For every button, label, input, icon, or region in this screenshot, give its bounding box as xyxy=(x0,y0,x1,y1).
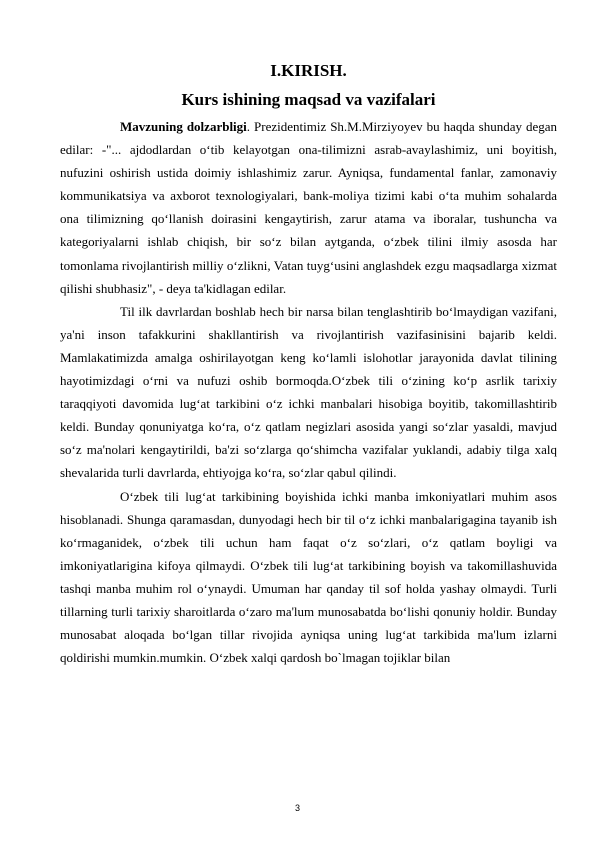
paragraph-relevance xyxy=(60,115,557,300)
paragraph-vocabulary-sources xyxy=(60,485,557,670)
document-subtitle: Kurs ishining maqsad va vazifalari xyxy=(181,90,436,109)
paragraph-lead: Mavzuning dolzarbligi xyxy=(120,119,247,134)
paragraph-text: . Prezidentimiz Sh.M.Mirziyoyev bu haqda shunday degan edilar: -"... ajdodlardan o‘tib kelayotgan ona-tilimizni asrab-avaylashimiz, uni boyitish, nufuzini oshirish ustida doimiy ishlashimiz zarur. Ayniqsa, fundamental fanlar, zamonaviy kommunikatsiya va axborot texnologiyalari, bank-moliya tizimi kabi o‘ta muhim sohalarda ona tilimizning qo‘llanish doirasini kengaytirish, zarur atama va iboralar, tushuncha va kategoriyalarni ishlab chiqish, bir so‘z bilan aytganda, o‘zbek tilini ilmiy asosda har tomonlama rivojlantirish milliy o‘zlikni, Vatan tuyg‘usini anglashdek ezgu maqsadlarga xizmat qilishi shubhasiz", - deya ta'kidlagan edilar. xyxy=(60,119,557,296)
document-title: I.KIRISH. xyxy=(270,61,347,80)
document-page xyxy=(60,58,557,669)
paragraph-language-function xyxy=(60,300,557,485)
paragraph-text: O‘zbek tili lug‘at tarkibining boyishida ichki manba imkoniyatlari muhim asos hisoblanadi. Shunga qaramasdan, dunyodagi hech bir til o‘z ichki manbalarigagina tayanib ish ko‘rmaganidek, o‘zbek tili uchun ham faqat o‘z so‘zlari, o‘z qatlam boyligi va imkoniyatlarigina kifoya qilmaydi. O‘zbek tili lug‘at tarkibining boyish va takomillashuvida tashqi manba muhim rol o‘ynaydi. Umuman har qanday til sof holda yashay olmaydi. Turli tillarning turli tarixiy sharoitlarda o‘zaro ma'lum munosabatda bo‘lishi qonuniy holdir. Bunday munosabat aloqada bo‘lgan tillar rivojida ayniqsa uning lug‘at tarkibida ma'lum izlarni qoldirishi mumkin.mumkin. O‘zbek xalqi qardosh bo`lmagan tojiklar bilan xyxy=(60,488,557,666)
paragraph-text: Til ilk davrlardan boshlab hech bir narsa bilan tenglashtirib bo‘lmaydigan vazifani, ya'ni inson tafakkurini shakllantirish va rivojlantirish vazifasinisini bajarib keldi. Mamlakatimizda amalga oshirilayotgan keng ko‘lamli islohotlar jarayonida davlat tilining hayotimizdagi o‘rni va nufuzi oshib bormoqda.O‘zbek tili o‘zining ko‘p asrlik tarixiy taraqqiyoti davomida lug‘at tarkibini o‘z ichki manbalari hisobiga boyitib, takomillashtirib keldi. Bunday qonuniyatga ko‘ra, o‘z qatlam negizlari asosida yangi so‘zlar yasaldi, mavjud so‘z ma'nolari kengaytirildi, ba'zi so‘zlarga qo‘shimcha vazifalar yuklandi, adabiy tilga xalq shevalarida turli davrlarda, ehtiyojga ko‘ra, so‘zlar qabul qilindi. xyxy=(60,303,557,481)
page-number: 3 xyxy=(294,803,300,813)
